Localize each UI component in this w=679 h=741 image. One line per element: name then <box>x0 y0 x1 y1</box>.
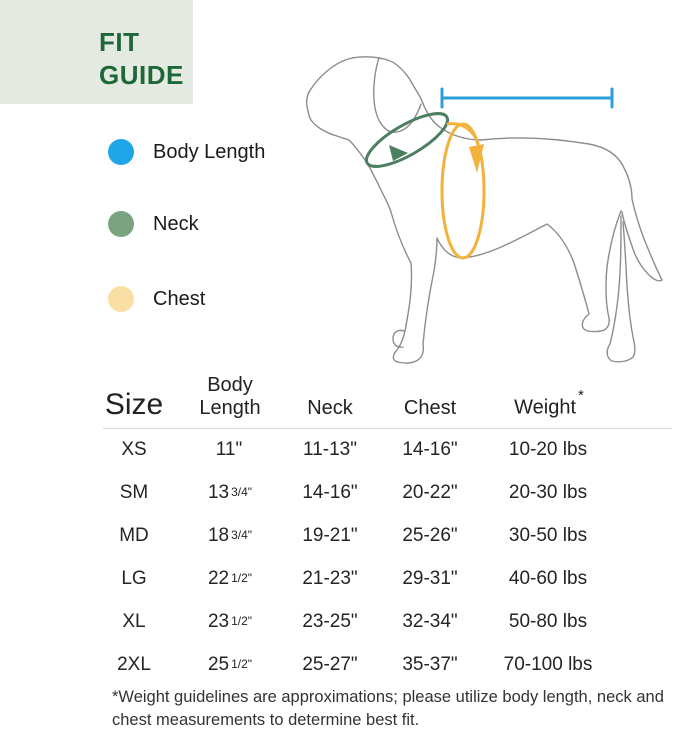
column-header-size: Size <box>104 388 164 421</box>
cell-neck: 23-25" <box>302 610 358 632</box>
cell-weight: 50-80 lbs <box>508 610 588 632</box>
cell-chest: 32-34" <box>402 610 458 632</box>
weight-footnote: *Weight guidelines are approximations; please utilize body length, neck and chest measurements to determine best fit. <box>112 688 664 729</box>
cell-size-xs: XS <box>121 438 147 460</box>
cell-body-length: 11" <box>215 438 243 460</box>
column-header-body-length-line1: Body <box>207 374 253 396</box>
cell-size-2xl: 2XL <box>117 653 151 675</box>
cell-body-length: 23 $^{1/2"}$ <box>207 610 253 632</box>
size-table-column-size <box>100 363 168 686</box>
cell-neck: 21-23" <box>302 567 358 589</box>
legend-label-chest: Chest <box>153 287 206 310</box>
chest-measure-loop <box>442 124 484 258</box>
column-header-body-length <box>164 363 296 428</box>
column-header-chest: Chest <box>403 397 457 419</box>
cell-weight: 20-30 lbs <box>508 481 588 503</box>
cell-weight: 10-20 lbs <box>508 438 588 460</box>
cell-neck: 14-16" <box>302 481 358 503</box>
legend-label-body-length: Body Length <box>153 140 266 163</box>
cell-body-length: 18 $^{3/4"}$ <box>207 524 253 546</box>
cell-size-md: MD <box>119 524 149 546</box>
dog-measurement-diagram <box>290 40 679 370</box>
fit-guide-banner <box>0 0 193 104</box>
neck-measure-loop <box>360 104 455 176</box>
cell-weight: 30-50 lbs <box>508 524 588 546</box>
weight-footnote-marker: * <box>578 387 584 405</box>
cell-chest: 20-22" <box>402 481 458 503</box>
column-header-neck: Neck <box>307 397 353 419</box>
cell-body-length: 25 $^{1/2"}$ <box>207 653 253 675</box>
column-header-body-length-line2: Length <box>199 397 261 419</box>
cell-chest: 35-37" <box>402 653 458 675</box>
cell-chest: 29-31" <box>402 567 458 589</box>
size-table-column-weight <box>468 363 628 686</box>
fit-guide-title <box>99 26 184 92</box>
size-table-column-neck <box>278 363 382 686</box>
cell-weight: 70-100 lbs <box>503 653 593 675</box>
column-header-weight <box>468 363 628 428</box>
neck-dot-icon <box>108 211 134 237</box>
cell-weight: 40-60 lbs <box>508 567 588 589</box>
cell-body-length: 13 $^{3/4"}$ <box>207 481 253 503</box>
legend-item-neck <box>108 211 199 237</box>
chest-dot-icon <box>108 286 134 312</box>
legend-label-neck: Neck <box>153 212 199 235</box>
fit-guide-title-line1: FIT <box>99 27 140 57</box>
cell-size-sm: SM <box>119 481 149 503</box>
cell-neck: 11-13" <box>303 438 357 460</box>
cell-chest: 25-26" <box>402 524 458 546</box>
size-table-column-body-length <box>164 363 296 686</box>
cell-chest: 14-16" <box>402 438 458 460</box>
body-length-measure-line <box>442 89 612 107</box>
fit-guide-title-line2: GUIDE <box>99 60 184 90</box>
cell-size-xl: XL <box>122 610 146 632</box>
size-table-column-chest <box>378 363 482 686</box>
cell-body-length: 22 $^{1/2"}$ <box>207 567 253 589</box>
body-length-dot-icon <box>108 139 134 165</box>
cell-neck: 25-27" <box>302 653 358 675</box>
cell-size-lg: LG <box>121 567 147 589</box>
cell-neck: 19-21" <box>302 524 358 546</box>
column-header-weight-label: Weight <box>514 397 577 419</box>
legend-item-body-length <box>108 139 265 165</box>
legend-item-chest <box>108 286 205 312</box>
